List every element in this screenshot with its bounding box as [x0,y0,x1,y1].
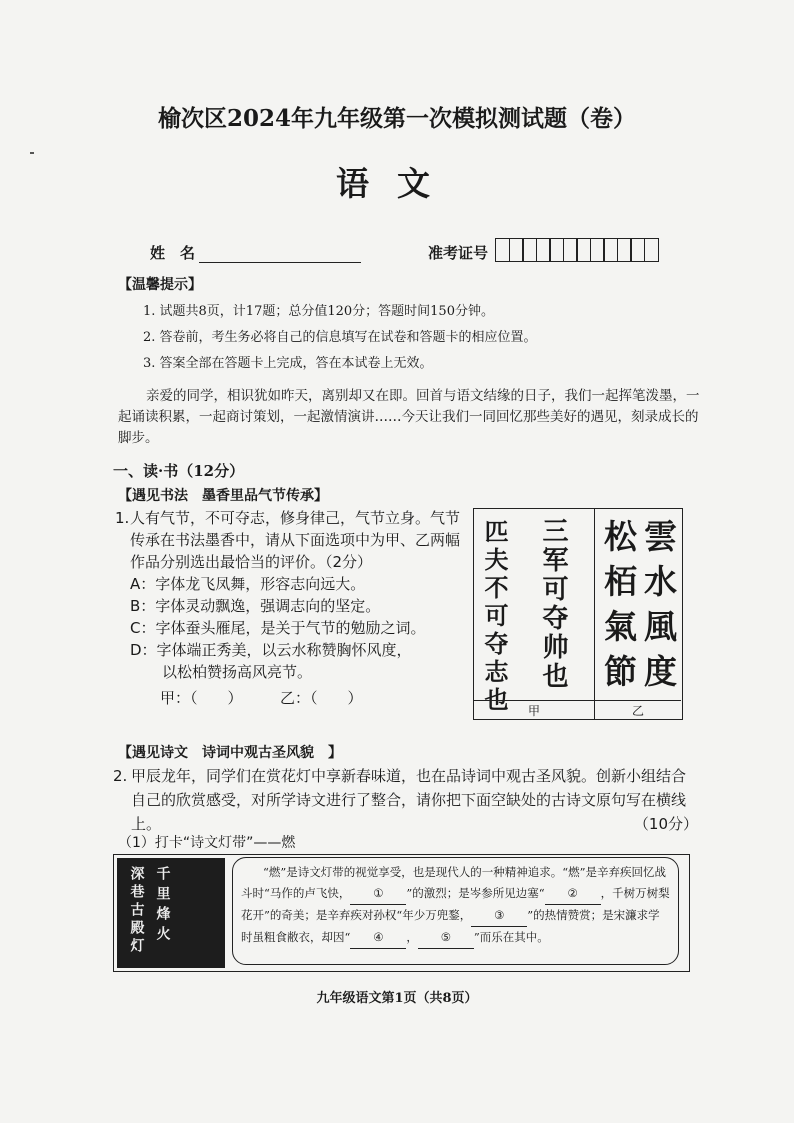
exam-id-label: 准考证号 [428,244,489,262]
poster-text: ”的激烈；是岑参所见边塞“ [406,886,545,900]
label-jia: 甲 [528,704,541,718]
tip-item: 2. 答卷前，考生务必将自己的信息填写在试卷和答题卡的相应位置。 [143,330,537,345]
question-stem: 甲辰龙年，同学们在赏花灯中享新春味道，也在品诗词中观古圣风貌。创新小组结合自己的欣赏感受，对所学诗文进行了整合，请你把下面空缺处的古诗文原句写在横线上。 [131,767,687,833]
intro-paragraph: 亲爱的同学，相识犹如昨天，离别却又在即。回首与语文结缘的日子，我们一起挥笔泼墨，一起诵读积累，一起商讨策划，一起激情演讲……今天让我们一同回忆那些美好的遇见，刻录成长的脚步。 [118,388,700,446]
poster-text: ”的热情赞赏；是宋濂求学时虽粗食敝衣，却因“ [241,908,660,944]
panel-divider [594,509,595,719]
blank-5[interactable]: ⑤ [418,927,474,949]
exam-id-boxes[interactable] [495,238,657,262]
section-heading: 一、读·书（12分） [113,462,245,480]
poster-text: ”而乐在其中。 [473,930,549,944]
calligraphy-yi-col2: 松栢氣節 [599,519,638,699]
calligraphy-jia-col2: 匹夫不可夺志也 [480,519,509,715]
question-2-part-1: （1）打卡“诗文灯带”——燃 [118,835,296,851]
calligraphy-panel [473,508,683,720]
answer-line[interactable]: 甲：（ ） 乙：（ ） [160,689,363,707]
option-c: C：字体蚕头雁尾，是关于气节的勉励之词。 [130,619,426,637]
panel-divider [474,700,681,701]
option-d: D：字体端正秀美，以云水称赞胸怀风度， [130,641,412,659]
tip-item: 1. 试题共8页，计17题；总分值120分；答题时间150分钟。 [143,304,494,319]
exam-title: 榆次区2024年九年级第一次模拟测试题（卷） [157,105,636,132]
calligraphy-jia-col1: 三军可夺帅也 [538,517,568,691]
name-blank[interactable] [199,248,361,263]
blank-4[interactable]: ④ [350,927,406,949]
poster-text: “燃”是诗文灯带的视觉享受，也是现代人的一种精神追求。“燃”是辛弃疾回忆战斗时“马作的卢飞快， [241,865,667,900]
question-1 [115,507,470,709]
lantern-text: 千里烽火 [154,866,171,946]
subject-title: 语文 [336,164,458,203]
name-field [150,242,361,263]
tip-item: 3. 答案全部在答题卡上完成，答在本试卷上无效。 [143,356,433,371]
poster-speech-bubble: “燃”是诗文灯带的视觉享受，也是现代人的一种精神追求。“燃”是辛弃疾回忆战斗时“马作的卢飞快， ① ”的激烈；是岑参所见边塞“ ② ，千树万树梨花开”的奇美；是辛弃疾对孙权“年少万兜鍪， ③ ”的热情赞赏；是宋濂求学时虽粗食敝衣，却因“ ④ ， ⑤ ”而乐在其中。 [232,857,679,965]
label-yi: 乙 [632,704,645,718]
question-2 [113,764,698,836]
calligraphy-yi-col1: 雲水風度 [639,519,678,699]
option-d-continued: 以松柏赞扬高风亮节。 [162,663,313,681]
page-footer: 九年级语文第1页（共8页） [316,991,478,1006]
question-number: 2. [113,767,128,785]
option-b: B：字体灵动飘逸，强调志向的坚定。 [130,597,381,615]
blank-2[interactable]: ② [545,883,601,905]
lantern-poster [113,854,690,972]
blank-3[interactable]: ③ [471,905,527,927]
option-a: A：字体龙飞凤舞，形容志向远大。 [130,575,366,593]
lantern-text: 深巷古殿灯 [128,866,145,956]
question-points: （10分） [633,815,698,833]
subsection-heading: 【遇见诗文 诗词中观古圣风貌 】 [118,745,342,761]
scan-mark [30,152,34,154]
question-number: 1. [115,509,130,527]
subsection-heading: 【遇见书法 墨香里品气节传承】 [118,488,328,504]
name-label: 姓 名 [150,244,196,262]
question-stem: 人有气节，不可夺志，修身律己，气节立身。气节传承在书法墨香中，请从下面选项中为甲、乙两幅作品分别选出最恰当的评价。（2分） [130,509,461,571]
tips-heading: 【温馨提示】 [118,277,202,293]
poster-text: ，千树万树梨花开”的奇美；是辛弃疾对孙权“年少万兜鍪， [241,886,670,922]
lantern-image [117,858,225,968]
blank-1[interactable]: ① [350,883,406,905]
